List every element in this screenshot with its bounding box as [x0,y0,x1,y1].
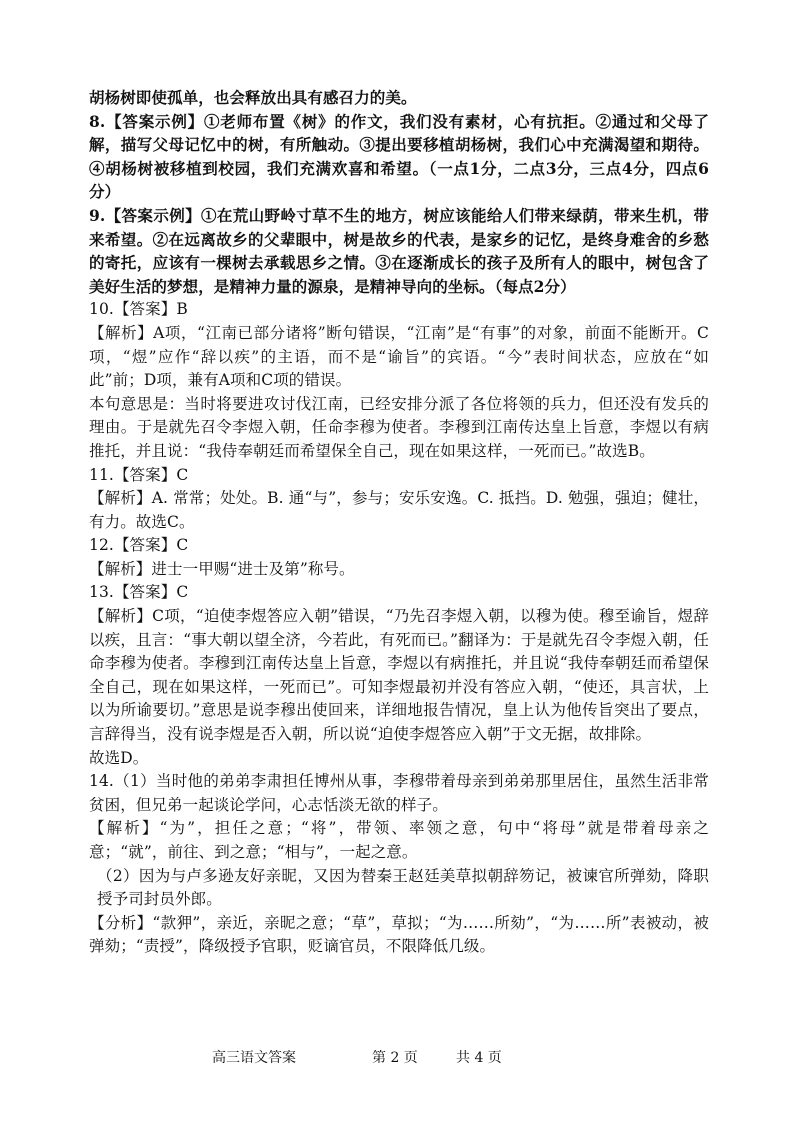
answer-paragraph: 【解析】A. 常常；处处。B. 通“与”，参与；安乐安逸。C. 抵挡。D. 勉强，强迫；健壮，有力。故选C。 [89,489,709,531]
answer-paragraph: 9.【答案示例】①在荒山野岭寸草不生的地方，树应该能给人们带来绿荫，带来生机，带来希望。②在远离故乡的父辈眼中，树是故乡的代表，是家乡的记忆，是终身难舍的乡愁的寄托，应该有一棵树去承载思乡之情。③在逐渐成长的孩子及所有人的眼中，树包含了美好生活的梦想，是精神力量的源泉，是精神导向的坐标。（每点2分） [89,205,709,296]
answer-paragraph: 12.【答案】C [89,536,189,555]
answer-paragraph: 14.（1）当时他的弟弟李肃担任博州从事，李穆带着母亲到弟弟那里居住，虽然生活非常贫困，但兄弟一起谈论学问，心志恬淡无欲的样子。 [89,772,709,814]
answer-content [89,86,709,959]
answer-paragraph: 10.【答案】B [89,300,188,319]
footer-page-number: 第 2 页 [372,1050,418,1066]
answer-paragraph: （2）因为与卢多逊友好亲昵，又因为替秦王赵廷美草拟朝辞笏记，被谏官所弹劾，降职授予司封员外郎。 [97,866,709,909]
answer-paragraph: 【分析】“款狎”，亲近，亲昵之意；“草”，草拟；“为……所劾”，“为……所”表被动，被弹劾；“责授”，降级授予官职，贬谪官员，不限降低几级。 [89,913,709,956]
answer-paragraph: 8.【答案示例】①老师布置《树》的作文，我们没有素材，心有抗拒。②通过和父母了解，描写父母记忆中的树，有所触动。③提出要移植胡杨树，我们心中充满渴望和期待。④胡杨树被移植到校园，我们充满欢喜和希望。（一点1分，二点3分，三点4分，四点6分） [89,111,709,202]
footer-title: 高三语文答案 [212,1050,296,1066]
answer-paragraph: 【解析】A项，“江南已部分诸将”断句错误，“江南”是“有事”的对象，前面不能断开。C项，“煜”应作“辞以疾”的主语，而不是“谕旨”的宾语。“今”表时间状态，应放在“如此”前；D项，兼有A项和C项的错误。 [89,323,709,390]
answer-paragraph: 【解析】进士一甲赐“进士及第”称号。 [89,559,355,578]
footer-total-pages: 共 4 页 [456,1050,502,1066]
answer-paragraph: 11.【答案】C [89,465,189,484]
answer-paragraph: 胡杨树即使孤单，也会释放出具有感召力的美。 [89,88,417,107]
answer-paragraph: 【解析】C项，“迫使李煜答应入朝”错误，“乃先召李煜入朝，以穆为使。穆至谕旨，煜辞以疾，且言：“事大朝以望全济，今若此，有死而已。”翻译为：于是就先召令李煜入朝，任命李穆为使者。李穆到江南传达皇上旨意，李煜以有病推托，并且说“我侍奉朝廷而希望保全自己，现在如果这样，一死而已”。可知李煜最初并没有答应入朝，“使还，具言状，上以为所谕要切。”意思是说李穆出使回来，详细地报告情况，皇上认为他传旨突出了要点，言辞得当，没有说李煜是否入朝，所以说“迫使李煜答应入朝”于文无据，故排除。 [89,607,709,744]
answer-paragraph: 13.【答案】C [89,583,189,602]
answer-paragraph: 【解析】“为”，担任之意；“将”，带领、率领之意，句中“将母”就是带着母亲之意；“就”，前往、到之意；“相与”，一起之意。 [89,819,709,861]
answer-paragraph: 本句意思是：当时将要进攻讨伐江南，已经安排分派了各位将领的兵力，但还没有发兵的理由。于是就先召令李煜入朝，任命李穆为使者。李穆到江南传达皇上旨意，李煜以有病推托，并且说：“我侍奉朝廷而希望保全自己，现在如果这样，一死而已。”故选B。 [89,394,709,460]
answer-paragraph: 故选D。 [89,748,149,767]
